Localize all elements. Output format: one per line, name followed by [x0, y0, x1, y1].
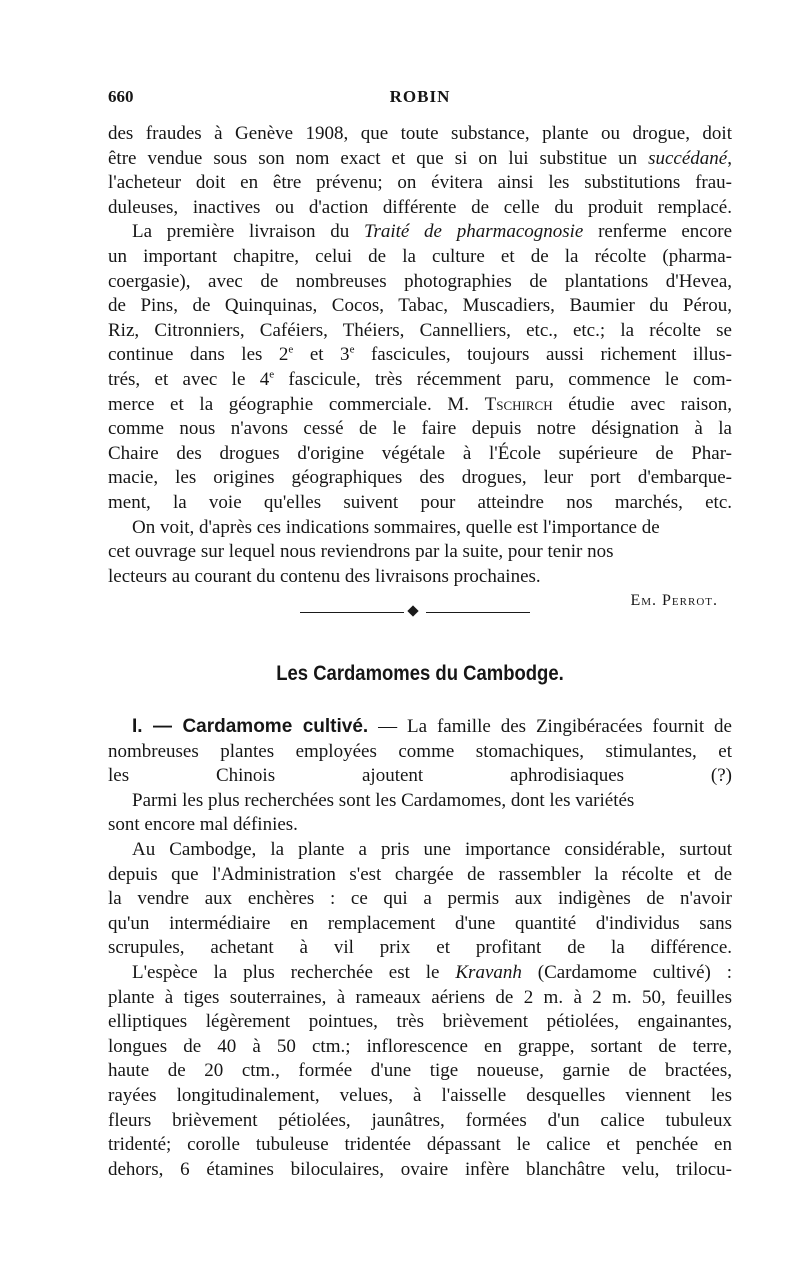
- text-line: trés, et avec le 4: [108, 368, 270, 390]
- text-line: Riz, Citronniers, Caféiers, Théiers, Cannelliers, etc., etc.; la récolte se: [108, 319, 732, 341]
- paragraph: [108, 122, 732, 220]
- diamond-ornament-icon: [407, 605, 418, 616]
- text-line: la vendre aux enchères : ce qui a permis aux indigènes de n'avoir: [108, 888, 732, 910]
- text-line: renferme encore: [583, 221, 733, 243]
- paragraph: [108, 789, 732, 838]
- text-line: cet ouvrage sur lequel nous reviendrons par la suite, pour tenir nos: [108, 541, 614, 563]
- text-line: dehors, 6 étamines biloculaires, ovaire infère blanchâtre velu, trilocu-: [108, 1158, 732, 1180]
- text-line: les Chinois ajoutent aphrodisiaques (?): [108, 765, 732, 787]
- text-line: ment, la voie qu'elles suivent pour atteindre nos marchés, etc.: [108, 491, 732, 513]
- author-signature: Em. Perrot.: [630, 592, 718, 610]
- text-line: elliptiques légèrement pointues, très brièvement pétiolées, engainantes,: [108, 1011, 732, 1033]
- text-line: comme nous n'avons cessé de le faire depuis notre désignation à la: [108, 418, 732, 440]
- divider-line-left: [300, 612, 404, 613]
- superscript: e: [269, 368, 275, 381]
- text-line: merce et la géographie commerciale. M.: [108, 393, 485, 415]
- text-line: fascicules, toujours aussi richement illus-: [354, 344, 732, 366]
- superscript: e: [349, 344, 355, 357]
- page-header: [108, 87, 732, 111]
- text-line: étudie avec raison,: [552, 393, 732, 415]
- text-line: — La famille des Zingibéracées fournit de: [368, 716, 732, 737]
- species-name: Kravanh: [455, 961, 522, 983]
- article-title: Les Cardamomes du Cambodge.: [276, 662, 564, 685]
- text-line: l'acheteur doit en être prévenu; on évitera ainsi les substitutions frau-: [108, 172, 732, 194]
- article-body: [108, 715, 732, 1182]
- section-divider: [300, 606, 530, 618]
- text-line: Chaire des drogues d'origine végétale à l'École supérieure de Phar-: [108, 442, 732, 464]
- text-line: continue dans les 2: [108, 344, 289, 366]
- text-line: des fraudes à Genève 1908, que toute substance, plante ou drogue, doit: [108, 123, 732, 144]
- paragraph: [108, 961, 732, 1182]
- subsection-heading: I. — Cardamome cultivé.: [132, 716, 369, 737]
- text-line: macie, les origines géographiques des drogues, leur port d'embarque-: [108, 467, 732, 489]
- paragraph: [108, 220, 732, 515]
- superscript: e: [288, 344, 294, 357]
- text-line: L'espèce la plus recherchée est le: [132, 961, 456, 983]
- text-line: de Pins, de Quinquinas, Cocos, Tabac, Muscadiers, Baumier du Pérou,: [108, 295, 732, 317]
- text-line: rayées longitudinalement, velues, à l'aisselle desquelles viennent les: [108, 1084, 732, 1106]
- text-line: haute de 20 ctm., formée d'une tige noueuse, garnie de bractées,: [108, 1060, 732, 1082]
- text-line: On voit, d'après ces indications sommaires, quelle est l'importance de: [132, 516, 660, 538]
- text-line: (Cardamome cultivé) :: [521, 961, 732, 983]
- text-line: La première livraison du: [132, 221, 364, 243]
- text-line: lecteurs au courant du contenu des livraisons prochaines.: [108, 565, 541, 587]
- running-head: ROBIN: [389, 87, 451, 106]
- text-line: duleuses, inactives ou d'action différente de celle du produit remplacé.: [108, 196, 732, 218]
- page-number: 660: [108, 87, 134, 106]
- author-name: Tschirch: [484, 393, 553, 415]
- text-line: un important chapitre, celui de la culture et de la récolte (pharma-: [108, 245, 732, 267]
- text-line: fleurs brièvement pétiolées, jaunâtres, formées d'un calice tubuleux: [108, 1109, 732, 1131]
- text-line: ,: [727, 147, 732, 169]
- text-line: coergasie), avec de nombreuses photographies de plantations d'Hevea,: [108, 270, 732, 292]
- text-line: qu'un intermédiaire en remplacement d'une quantité d'individus sans: [108, 912, 732, 934]
- paragraph: [108, 516, 732, 590]
- italic-term: succédané: [648, 147, 728, 169]
- text-line: Au Cambodge, la plante a pris une importance considérable, surtout: [132, 838, 732, 860]
- paragraph: [108, 715, 732, 789]
- text-line: tridenté; corolle tubuleuse tridentée dépassant le calice et penchée en: [108, 1134, 732, 1156]
- text-line: depuis que l'Administration s'est chargée de rassembler la récolte et de: [108, 863, 732, 885]
- text-line: être vendue sous son nom exact et que si on lui substitue un: [108, 147, 649, 169]
- book-title: Traité de pharmacognosie: [363, 221, 584, 243]
- text-line: nombreuses plantes employées comme stomachiques, stimulantes, et: [108, 740, 732, 762]
- paragraph: [108, 838, 732, 961]
- text-line: fascicule, très récemment paru, commence le com-: [274, 368, 732, 390]
- text-line: sont encore mal définies.: [108, 814, 298, 836]
- divider-line-right: [426, 612, 530, 613]
- section-continuation: [108, 122, 732, 613]
- text-line: plante à tiges souterraines, à rameaux aériens de 2 m. à 2 m. 50, feuilles: [108, 986, 732, 1008]
- text-line: longues de 40 à 50 ctm.; inflorescence en grappe, sortant de terre,: [108, 1035, 732, 1057]
- text-line: scrupules, achetant à vil prix et profitant de la différence.: [108, 937, 732, 959]
- text-line: et 3: [293, 344, 350, 366]
- text-line: Parmi les plus recherchées sont les Cardamomes, dont les variétés: [132, 789, 635, 811]
